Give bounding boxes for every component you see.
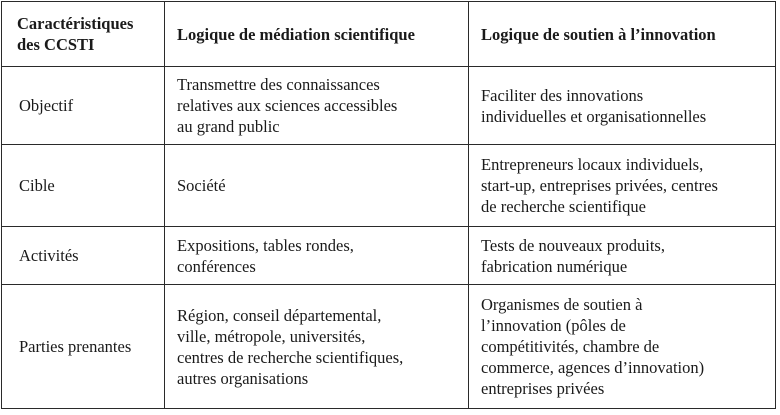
header-characteristics: Caractéristiques des CCSTI [2,2,165,67]
innovation-cell: Entrepreneurs locaux individuels, start-up, entreprises privées, centres de recherche scientifique [469,145,776,227]
table-header-row [2,2,776,67]
innovation-cell: Faciliter des innovations individuelles et organisationnelles [469,67,776,145]
header-innovation: Logique de soutien à l’innovation [469,2,776,67]
header-mediation: Logique de médiation scientifique [165,2,469,67]
row-label: Parties prenantes [2,285,165,409]
table-row [2,227,776,285]
row-label: Activités [2,227,165,285]
innovation-cell: Tests de nouveaux produits, fabrication numérique [469,227,776,285]
comparison-table-container [1,1,777,411]
mediation-cell: Société [165,145,469,227]
table-row [2,67,776,145]
row-label: Objectif [2,67,165,145]
mediation-cell: Expositions, tables rondes, conférences [165,227,469,285]
ccsti-comparison-table [1,1,776,409]
table-row [2,285,776,409]
mediation-cell: Transmettre des connaissances relatives aux sciences accessibles au grand public [165,67,469,145]
table-row [2,145,776,227]
innovation-cell: Organismes de soutien à l’innovation (pôles de compétitivités, chambre de commerce, agences d’innovation) entreprises privées [469,285,776,409]
row-label: Cible [2,145,165,227]
mediation-cell: Région, conseil départemental, ville, métropole, universités, centres de recherche scientifiques, autres organisations [165,285,469,409]
